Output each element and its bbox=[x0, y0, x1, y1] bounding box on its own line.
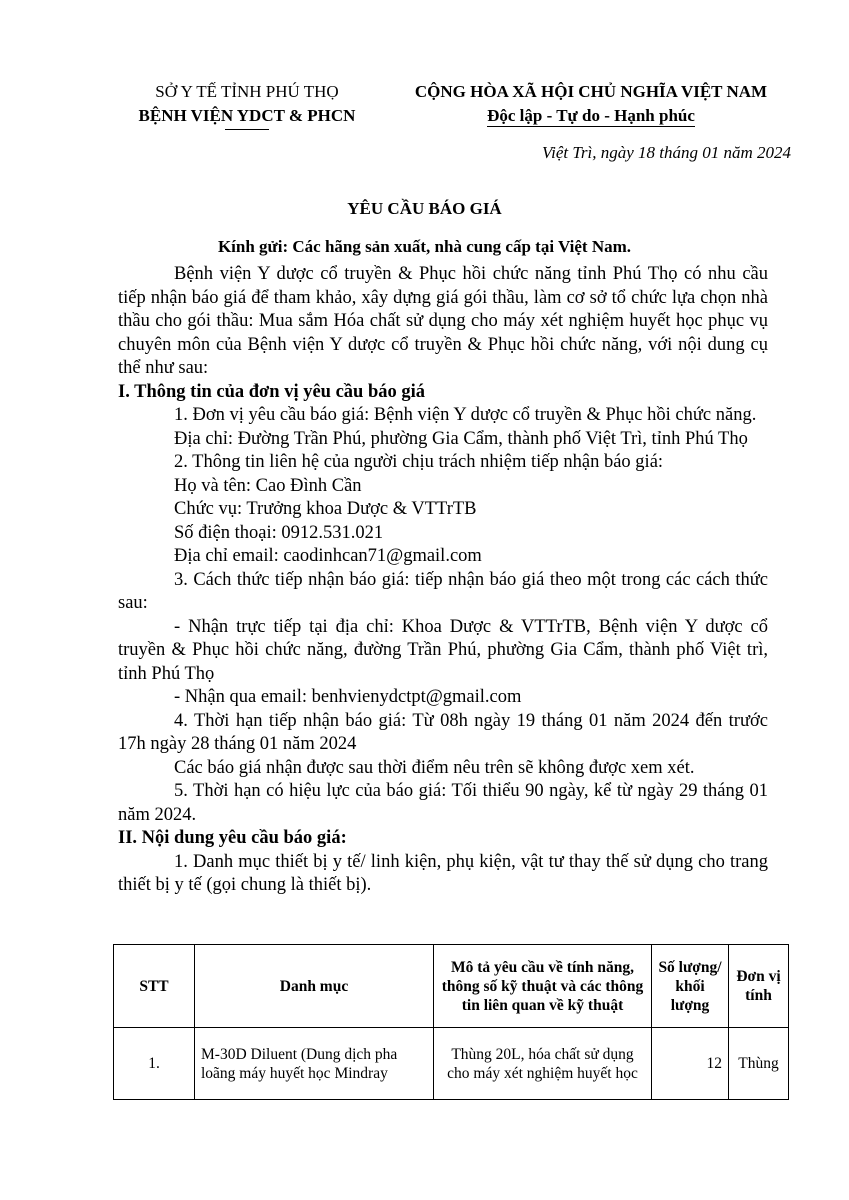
requesting-unit: 1. Đơn vị yêu cầu báo giá: Bệnh viện Y dược cổ truyền & Phục hồi chức năng. bbox=[174, 405, 757, 425]
unit-address: Địa chỉ: Đường Trần Phú, phường Gia Cẩm, thành phố Việt Trì, tỉnh Phú Thọ bbox=[174, 428, 748, 449]
issuing-organization bbox=[112, 80, 382, 130]
document-title: YÊU CẦU BÁO GIÁ bbox=[347, 199, 502, 218]
header-item: Danh mục bbox=[195, 945, 434, 1028]
receive-email: - Nhận qua email: benhvienydctpt@gmail.com bbox=[174, 687, 522, 707]
document-body bbox=[118, 263, 768, 898]
contact-intro: 2. Thông tin liên hệ của người chịu trách nhiệm tiếp nhận báo giá: bbox=[174, 452, 664, 472]
contact-phone: Số điện thoại: 0912.531.021 bbox=[174, 522, 384, 543]
contact-email: Địa chỉ email: caodinhcan71@gmail.com bbox=[174, 546, 482, 566]
national-motto bbox=[388, 80, 794, 128]
header-stt: STT bbox=[114, 945, 195, 1028]
section-1-heading: I. Thông tin của đơn vị yêu cầu báo giá bbox=[118, 381, 426, 402]
cell-unit: Thùng bbox=[729, 1028, 789, 1100]
header-unit: Đơn vị tính bbox=[729, 945, 789, 1028]
intro-paragraph: Bệnh viện Y dược cổ truyền & Phục hồi chức năng tỉnh Phú Thọ có nhu cầu tiếp nhận báo giá để tham khảo, xây dựng giá gói thầu, làm cơ sở tổ chức lựa chọn nhà thầu cho gói thầu: Mua sắm Hóa chất sử dụng cho máy xét nghiệm huyết học phục vụ chuyên môn của Bệnh viện Y dược cổ truyền & Phục hồi chức năng, với nội dung cụ thể như sau: bbox=[118, 264, 768, 378]
cell-description: Thùng 20L, hóa chất sử dụng cho máy xét nghiệm huyết học bbox=[434, 1028, 652, 1100]
contact-name: Họ và tên: Cao Đình Cần bbox=[174, 475, 362, 496]
org-underline bbox=[225, 129, 269, 130]
header-description: Mô tả yêu cầu về tính năng, thông số kỹ thuật và các thông tin liên quan về kỹ thuật bbox=[434, 945, 652, 1028]
request-table bbox=[113, 944, 789, 1100]
nation-line-2: Độc lập - Tự do - Hạnh phúc bbox=[487, 106, 695, 125]
salutation: Kính gửi: Các hãng sản xuất, nhà cung cấp tại Việt Nam. bbox=[217, 237, 632, 256]
contact-position: Chức vụ: Trưởng khoa Dược & VTTrTB bbox=[174, 499, 477, 519]
org-line-1: SỞ Y TẾ TỈNH PHÚ THỌ bbox=[155, 82, 339, 101]
receive-direct: - Nhận trực tiếp tại địa chỉ: Khoa Dược & VTTrTB, Bệnh viện Y dược cổ truyền & Phục hồi chức năng, đường Trần Phú, phường Gia Cẩm, thành phố Việt trì, tỉnh Phú Thọ bbox=[118, 616, 768, 684]
header-quantity: Số lượng/ khối lượng bbox=[652, 945, 729, 1028]
late-note: Các báo giá nhận được sau thời điểm nêu trên sẽ không được xem xét. bbox=[174, 757, 695, 778]
table-row bbox=[114, 1028, 789, 1100]
cell-stt: 1. bbox=[114, 1028, 195, 1100]
org-line-2: BỆNH VIỆN YDCT & PHCN bbox=[138, 106, 356, 125]
cell-quantity: 12 bbox=[652, 1028, 729, 1100]
deadline: 4. Thời hạn tiếp nhận báo giá: Từ 08h ngày 19 tháng 01 năm 2024 đến trước 17h ngày 28 tháng 01 năm 2024 bbox=[118, 710, 768, 754]
receive-methods: 3. Cách thức tiếp nhận báo giá: tiếp nhận báo giá theo một trong các cách thức sau: bbox=[118, 569, 768, 613]
nation-line-1: CỘNG HÒA XÃ HỘI CHỦ NGHĨA VIỆT NAM bbox=[414, 82, 768, 101]
equipment-list-intro: 1. Danh mục thiết bị y tế/ linh kiện, phụ kiện, vật tư thay thế sử dụng cho trang thiết bị y tế (gọi chung là thiết bị). bbox=[118, 851, 768, 895]
date-line: Việt Trì, ngày 18 tháng 01 năm 2024 bbox=[541, 143, 791, 162]
table-header-row bbox=[114, 945, 789, 1028]
section-2-heading: II. Nội dung yêu cầu báo giá: bbox=[118, 828, 347, 848]
validity: 5. Thời hạn có hiệu lực của báo giá: Tối thiểu 90 ngày, kể từ ngày 29 tháng 01 năm 2024. bbox=[118, 781, 768, 825]
cell-item-name: M-30D Diluent (Dung dịch pha loãng máy huyết học Mindray bbox=[195, 1028, 434, 1100]
